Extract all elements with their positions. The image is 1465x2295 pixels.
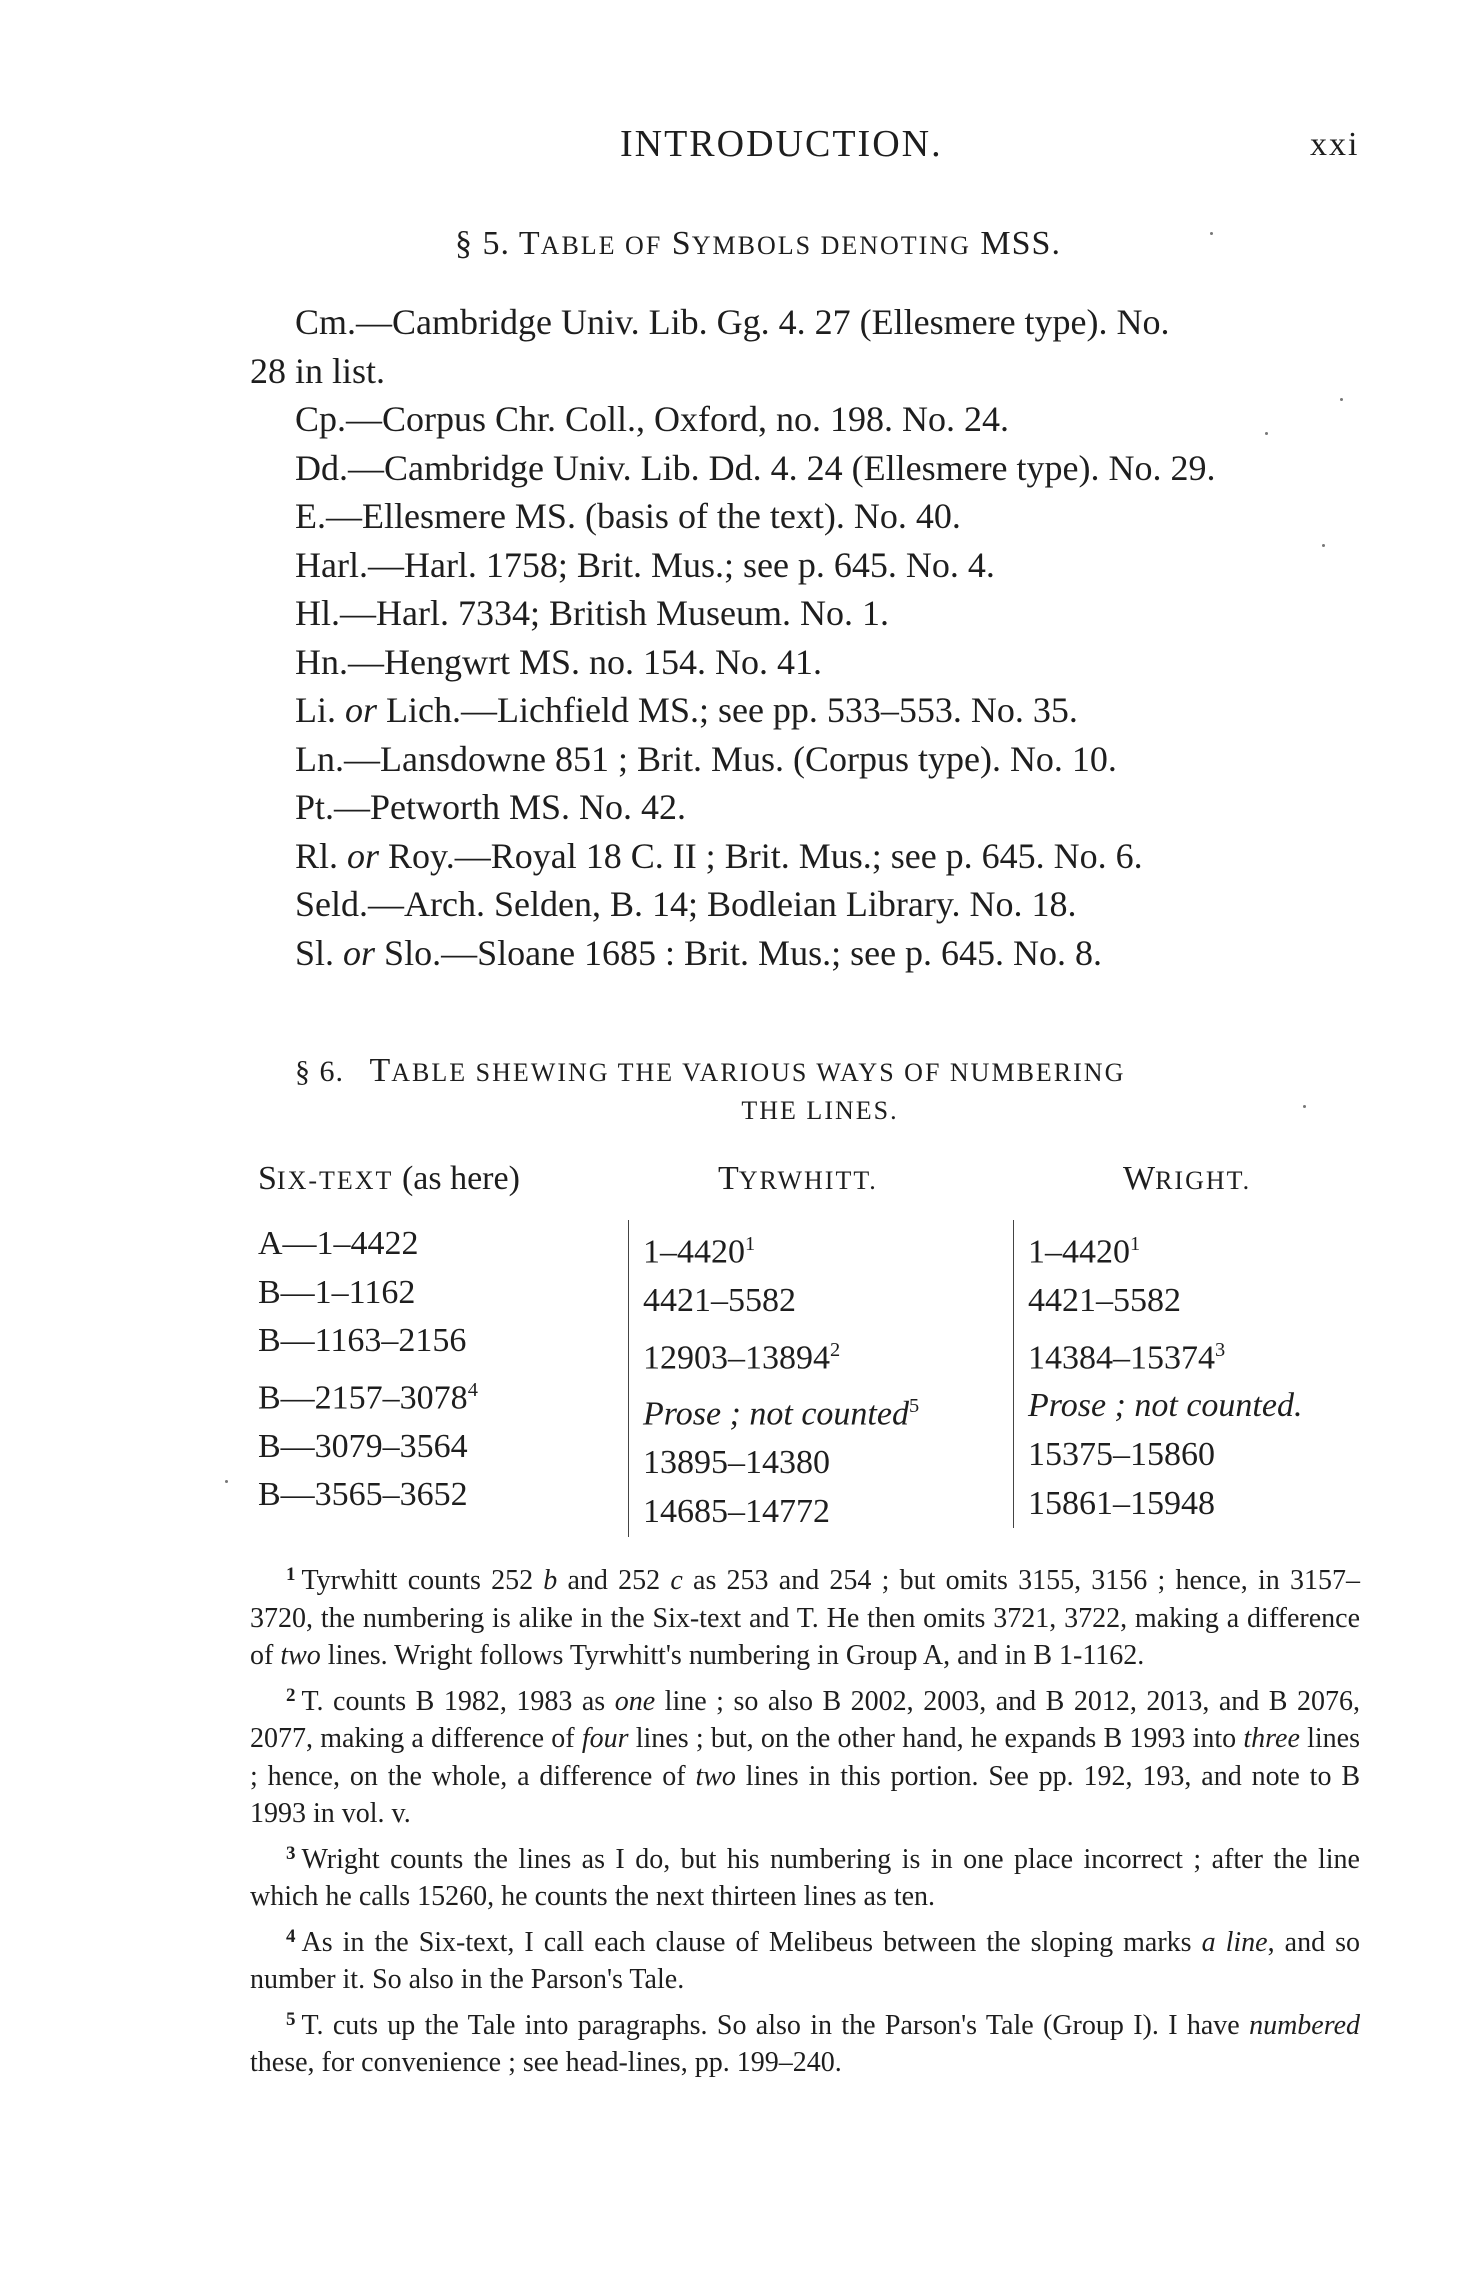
footnote-text: and 252 — [557, 1565, 671, 1596]
footnote-text: line ; so also B 2002, 2003, and B 2012, 2013, and B 2076, 2077, making a difference of — [250, 1685, 1360, 1754]
column-header-tail: (as here) — [393, 1160, 520, 1197]
symbol-or: or — [347, 835, 380, 876]
footnote-text: as 253 and 254 ; but omits 3155, 3156 ; hence, in 3157–3720, the numbering is alike in the Six-text and T. He then omits 3721, 3722, making a difference of — [250, 1565, 1360, 1671]
symbol-entry — [250, 735, 1365, 784]
symbol-entry-text: Pt.—Petworth MS. No. 42. — [295, 787, 687, 827]
footnote-text: T. counts B 1982, 1983 as — [301, 1685, 615, 1717]
symbol-entry — [250, 589, 1365, 638]
table-cell-value: B—3565–3652 — [258, 1476, 468, 1514]
column-header-six-text — [258, 1160, 520, 1198]
section6-number: § 6. — [295, 1055, 344, 1088]
footnote-italic: b — [543, 1565, 558, 1596]
footnote-3 — [250, 1835, 1360, 1916]
column-header-tyrwhitt — [718, 1160, 878, 1198]
symbol-entry-text: Dd.—Cambridge Univ. Lib. Dd. 4. 24 (Ellesmere type). No. 29. — [295, 447, 1216, 488]
footnote-text: these, for convenience ; see head-lines, pp. 199–240. — [250, 2047, 842, 2078]
section6-heading — [295, 1052, 1325, 1126]
footnote-reference: 4 — [467, 1378, 478, 1401]
wright-cell — [1028, 1431, 1408, 1480]
symbol-entry-text: Roy.—Royal 18 C. II ; Brit. Mus.; see p. 645. No. 6. — [379, 835, 1143, 876]
footnote-text: lines in this portion. See pp. 192, 193, and note to B 1993 in vol. v. — [250, 1760, 1360, 1829]
table-cell-value: 13895–14380 — [643, 1444, 830, 1482]
footnote-mark: 2 — [286, 1684, 296, 1706]
footnote-mark: 1 — [286, 1564, 296, 1585]
six-text-column — [258, 1220, 588, 1520]
symbol-entry — [250, 444, 1365, 493]
symbol-entry-text: Hn.—Hengwrt MS. no. 154. No. 41. — [295, 641, 822, 682]
section5-heading-mss: MSS. — [980, 225, 1061, 262]
table-cell-value: B—2157–3078 — [258, 1379, 468, 1417]
table-cell-value: B—3079–3564 — [258, 1427, 468, 1465]
print-speck — [1210, 232, 1213, 235]
footnote-text: Wright counts the lines as I do, but his numbering is in one place incorrect ; after the line which he calls 15260, he counts the next thirteen lines as ten. — [250, 1843, 1360, 1912]
table-cell-value: 12903–13894 — [643, 1338, 830, 1376]
symbol-entry — [250, 929, 1365, 978]
page-number: xxi — [1310, 126, 1360, 163]
table-cell-value: Prose ; not counted. — [1028, 1387, 1303, 1425]
print-speck — [1265, 432, 1268, 435]
column-header-wright — [1123, 1160, 1251, 1198]
footnote-reference: 3 — [1215, 1338, 1226, 1361]
footnote-reference: 1 — [1130, 1233, 1141, 1255]
symbol-entry-text: Seld.—Arch. Selden, B. 14; Bodleian Library. No. 18. — [295, 884, 1077, 924]
footnote-italic: two — [695, 1760, 736, 1792]
footnote-mark: 4 — [286, 1925, 296, 1947]
symbols-list — [250, 298, 1365, 977]
table-cell-value: 14384–15374 — [1028, 1338, 1215, 1376]
symbol-or: or — [343, 932, 376, 973]
symbol-entry-text: Cp.—Corpus Chr. Coll., Oxford, no. 198. No. 24. — [295, 399, 1010, 439]
footnote-italic: one — [614, 1685, 656, 1717]
symbol-entry — [250, 783, 1365, 832]
print-speck — [1303, 1105, 1306, 1108]
six-text-cell — [258, 1423, 588, 1472]
symbol-entry — [250, 832, 1365, 881]
section5-number: § 5. — [455, 225, 510, 262]
tyrwhitt-cell — [643, 1326, 1023, 1383]
symbol-entry — [250, 541, 1365, 590]
six-text-cell — [258, 1366, 588, 1423]
tyrwhitt-cell — [643, 1277, 1023, 1326]
symbol-entry-text: Hl.—Harl. 7334; British Museum. No. 1. — [295, 593, 889, 633]
table-cell-value: 14685–14772 — [643, 1492, 830, 1530]
print-speck — [1340, 398, 1343, 401]
column-header-cap: S — [258, 1160, 277, 1197]
footnote-text: Tyrwhitt counts 252 — [301, 1565, 544, 1596]
section6-heading-line2: THE LINES. — [741, 1096, 899, 1125]
six-text-cell — [258, 1317, 588, 1366]
footnote-italic: a line — [1201, 1926, 1268, 1958]
footnote-italic: two — [280, 1640, 321, 1671]
wright-cell — [1028, 1326, 1408, 1383]
symbol-entry-text: Lich.—Lichfield MS.; see pp. 533–553. No. 35. — [377, 690, 1078, 730]
wright-cell — [1028, 1480, 1408, 1529]
table-cell-value: Prose ; not counted — [643, 1395, 909, 1433]
symbol-entry — [250, 492, 1365, 541]
section6-heading-line1 — [295, 1052, 1325, 1090]
symbol-entry — [250, 638, 1365, 687]
footnote-reference: 1 — [745, 1233, 756, 1255]
tyrwhitt-cell — [643, 1439, 1023, 1488]
table-cell-value: 4421–5582 — [1028, 1281, 1181, 1319]
wright-cell — [1028, 1220, 1408, 1277]
table-cell-value: 15861–15948 — [1028, 1484, 1215, 1522]
symbol-entry-text: Harl.—Harl. 1758; Brit. Mus.; see p. 645. No. 4. — [295, 544, 995, 585]
symbol-entry — [250, 395, 1365, 444]
section6-heading-rest: ABLE SHEWING THE VARIOUS WAYS OF NUMBERING — [391, 1058, 1126, 1087]
footnote-mark: 3 — [286, 1842, 296, 1864]
footnote-reference: 5 — [908, 1395, 920, 1418]
tyrwhitt-cell — [643, 1220, 1023, 1277]
footnote-text: As in the Six-text, I call each clause of Melibeus between the sloping marks — [301, 1926, 1202, 1958]
symbol-entry-text: Ln.—Lansdowne 851 ; Brit. Mus. (Corpus type). No. 10. — [295, 738, 1117, 779]
footnote-text: lines ; hence, on the whole, a difference of — [250, 1723, 1360, 1792]
symbol-or: or — [345, 690, 378, 730]
symbol-entry-text: E.—Ellesmere MS. (basis of the text). No. 40. — [295, 496, 961, 536]
footnote-mark: 5 — [286, 2008, 296, 2030]
symbol-abbrev: Li. — [295, 690, 345, 730]
column-header-rest: RIGHT. — [1155, 1166, 1252, 1195]
section5-heading-rest1: ABLE OF — [540, 231, 663, 260]
symbol-entry — [250, 686, 1365, 735]
wright-column — [1013, 1220, 1408, 1528]
table-cell-value: B—1163–2156 — [258, 1322, 467, 1360]
table-cell-value: A—1–4422 — [258, 1225, 419, 1262]
tyrwhitt-cell — [643, 1382, 1023, 1439]
footnote-1 — [250, 1556, 1360, 1675]
column-header-cap: W — [1123, 1160, 1156, 1197]
print-speck — [1322, 544, 1325, 547]
symbol-abbrev: Rl. — [295, 835, 348, 876]
wright-cell — [1028, 1382, 1408, 1431]
footnote-italic: four — [581, 1723, 629, 1754]
section5-heading-rest2: YMBOLS DENOTING — [691, 231, 971, 260]
section5-heading — [455, 225, 1061, 263]
symbol-entry-text: Slo.—Sloane 1685 : Brit. Mus.; see p. 645. No. 8. — [375, 932, 1103, 973]
footnote-text: lines. Wright follows Tyrwhitt's numbering in Group A, and in B 1-1162. — [320, 1640, 1145, 1671]
symbol-entry-continuation: 28 in list. — [250, 350, 386, 391]
footnote-4 — [250, 1918, 1360, 1999]
table-cell-value: 1–4420 — [1028, 1233, 1130, 1271]
footnote-italic: c — [670, 1565, 683, 1596]
column-header-cap: T — [718, 1160, 739, 1197]
tyrwhitt-column — [628, 1220, 1023, 1537]
six-text-cell — [258, 1471, 588, 1520]
symbol-abbrev: Sl. — [295, 932, 344, 973]
footnote-italic: numbered — [1249, 2009, 1360, 2041]
table-cell-value: 4421–5582 — [643, 1281, 796, 1319]
table-cell-value: 1–4420 — [643, 1233, 745, 1271]
tyrwhitt-cell — [643, 1488, 1023, 1537]
six-text-cell — [258, 1269, 588, 1318]
running-head-title: INTRODUCTION. — [620, 123, 943, 165]
footnote-text: lines ; but, on the other hand, he expands B 1993 into — [628, 1723, 1244, 1754]
table-cell-value: 15375–15860 — [1028, 1436, 1215, 1474]
print-speck — [225, 1480, 228, 1483]
footnote-2 — [250, 1677, 1360, 1833]
six-text-cell — [258, 1220, 588, 1269]
symbol-entry — [250, 298, 1365, 395]
symbol-entry — [250, 880, 1365, 929]
footnote-text: T. cuts up the Tale into paragraphs. So also in the Parson's Tale (Group I). I have — [301, 2009, 1250, 2041]
section5-heading-cap1: T — [518, 225, 541, 262]
footnote-5 — [250, 2001, 1360, 2082]
column-header-rest: YRWHITT. — [738, 1166, 878, 1195]
footnote-text: , and so number it. So also in the Parson's Tale. — [250, 1926, 1360, 1995]
column-header-rest: IX-TEXT — [276, 1166, 394, 1195]
section6-heading-cap: T — [369, 1052, 392, 1089]
symbol-entry-text: Cm.—Cambridge Univ. Lib. Gg. 4. 27 (Ellesmere type). No. — [295, 302, 1170, 342]
footnote-reference: 2 — [830, 1338, 841, 1361]
footnotes — [250, 1556, 1360, 2084]
wright-cell — [1028, 1277, 1408, 1326]
footnote-italic: three — [1243, 1723, 1300, 1754]
table-cell-value: B—1–1162 — [258, 1273, 416, 1311]
section5-heading-cap2: S — [671, 225, 692, 262]
